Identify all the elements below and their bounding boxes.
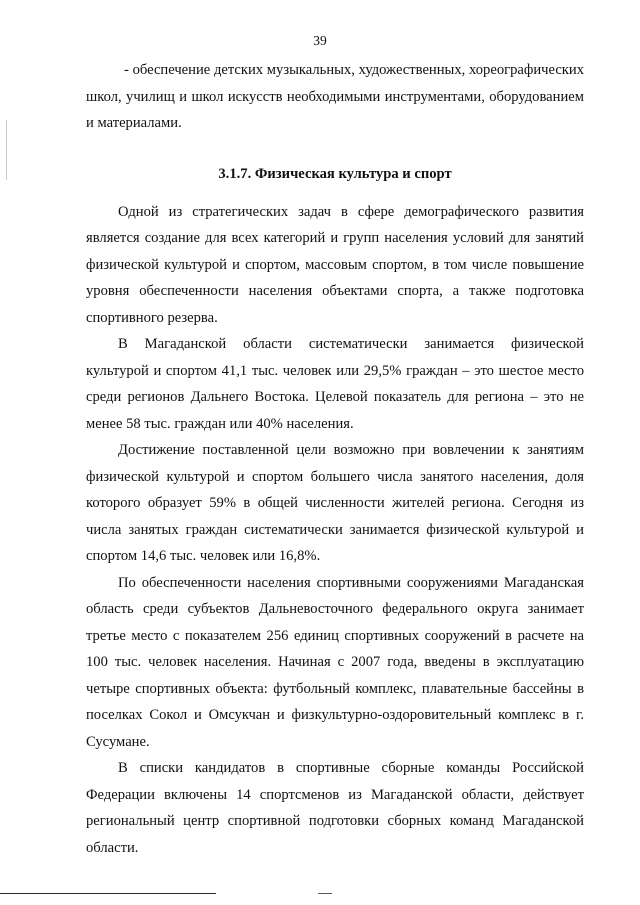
- page-content: [86, 57, 584, 861]
- body-paragraph-1: Одной из стратегических задач в сфере демографического развития является создание для всех категорий и групп населения условий для занятий физической культурой и спортом, массовым спортом, в том числе повышение уровня обеспеченности населения объектами спорта, а также подготовка спортивного резерва.: [86, 203, 584, 326]
- body-paragraph-2: В Магаданской области систематически занимается физической культурой и спортом 41,1 тыс. человек или 29,5% граждан – это шестое место среди регионов Дальнего Востока. Целевой показатель для региона – это не менее 58 тыс. граждан или 40% населения.: [86, 336, 584, 432]
- body-paragraph-3: Достижение поставленной цели возможно при вовлечении к занятиям физической культурой и спортом большего числа занятого населения, доля которого образует 59% в общей численности жителей региона. Сегодня из числа занятых граждан систематически занимается физической культурой и спортом 14,6 тыс. человек или 16,8%.: [86, 442, 584, 564]
- bottom-mark: [318, 893, 332, 894]
- footnote-separator: [0, 893, 216, 894]
- list-item-paragraph: - обеспечение детских музыкальных, художественных, хореографических школ, училищ и школ искусств необходимыми инструментами, оборудованием и материалами.: [86, 62, 584, 131]
- scan-edge-mark: [6, 120, 7, 180]
- body-paragraph-4: По обеспеченности населения спортивными сооружениями Магаданская область среди субъектов Дальневосточного федерального округа занимает третье место с показателем 256 единиц спортивных сооружений в расчете на 100 тыс. человек населения. Начиная с 2007 года, введены в эксплуатацию четыре спортивных объекта: футбольный комплекс, плавательные бассейны в поселках Сокол и Омсукчан и физкультурно-оздоровительный комплекс в г. Сусумане.: [86, 574, 584, 750]
- body-paragraph-5: В списки кандидатов в спортивные сборные команды Российской Федерации включены 14 спортсменов из Магаданской области, действует региональный центр спортивной подготовки сборных команд Магаданской области.: [86, 760, 584, 856]
- page-number: 39: [313, 33, 327, 48]
- section-heading: 3.1.7. Физическая культура и спорт: [218, 165, 452, 182]
